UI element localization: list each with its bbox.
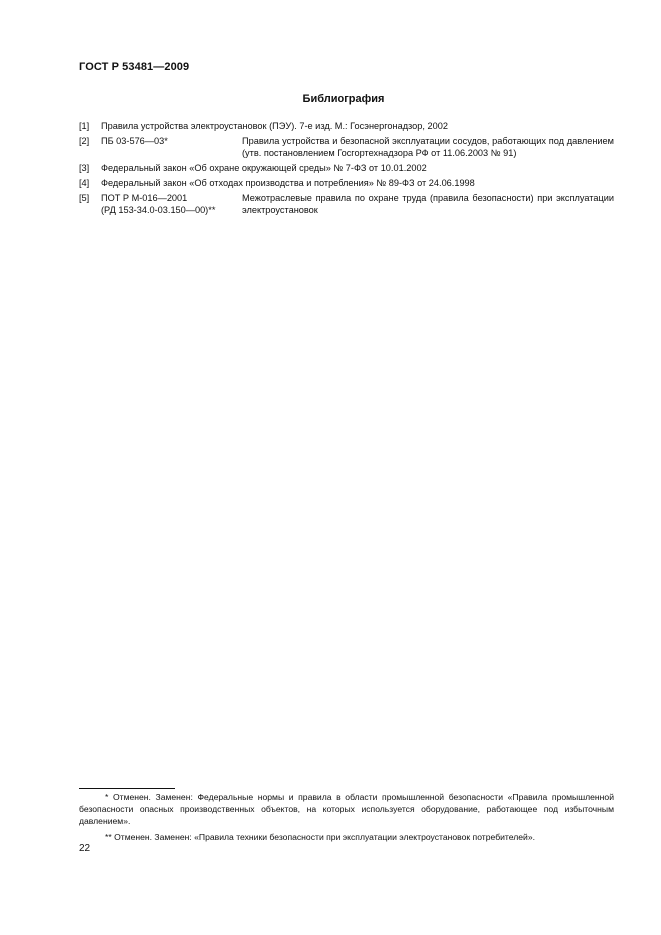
entry-text: Федеральный закон «Об отходах производства и потребления» № 89-ФЗ от 24.06.1998	[101, 178, 475, 188]
entry-code	[101, 192, 242, 216]
entry-number: [3]	[79, 163, 90, 173]
entry-code-line: ПОТ Р М-016—2001	[101, 193, 188, 203]
page-number: 22	[79, 843, 91, 854]
bibliography-entry	[79, 135, 614, 159]
bibliography-entry	[79, 177, 614, 189]
footnote-divider	[79, 788, 175, 789]
bibliography-entry	[79, 120, 614, 132]
bibliography-entry	[79, 192, 614, 216]
bibliography-entry	[79, 162, 614, 174]
entry-code-line: (РД 153-34.0-03.150—00)**	[101, 205, 216, 215]
entry-text: Федеральный закон «Об охране окружающей среды» № 7-ФЗ от 10.01.2002	[101, 163, 427, 173]
entry-number: [5]	[79, 193, 90, 203]
document-header: ГОСТ Р 53481—2009	[79, 61, 190, 73]
bibliography-list	[79, 120, 614, 219]
footnote: * Отменен. Заменен: Федеральные нормы и правила в области промышленной безопасности «Правила промышленной безопасности опасных производственных объектов, на которых используется оборудование, работающее под избыточным давлением».	[79, 792, 614, 826]
entry-description: Правила устройства и безопасной эксплуатации сосудов, работающих под давлением (утв. постановлением Госгортехнадзора РФ от 11.06.2003 № 91)	[242, 136, 614, 158]
footnote: ** Отменен. Заменен: «Правила техники безопасности при эксплуатации электроустановок потребителей».	[105, 832, 536, 842]
entry-number: [2]	[79, 136, 90, 146]
entry-text: Правила устройства электроустановок (ПЭУ). 7-е изд. М.: Госэнергонадзор, 2002	[101, 121, 448, 131]
bibliography-title: Библиография	[302, 93, 385, 105]
entry-number: [4]	[79, 178, 90, 188]
entry-code: ПБ 03-576—03*	[101, 136, 168, 146]
entry-description: Межотраслевые правила по охране труда (правила безопасности) при эксплуатации электроустановок	[242, 193, 614, 215]
footnotes	[79, 791, 614, 847]
entry-number: [1]	[79, 121, 90, 131]
